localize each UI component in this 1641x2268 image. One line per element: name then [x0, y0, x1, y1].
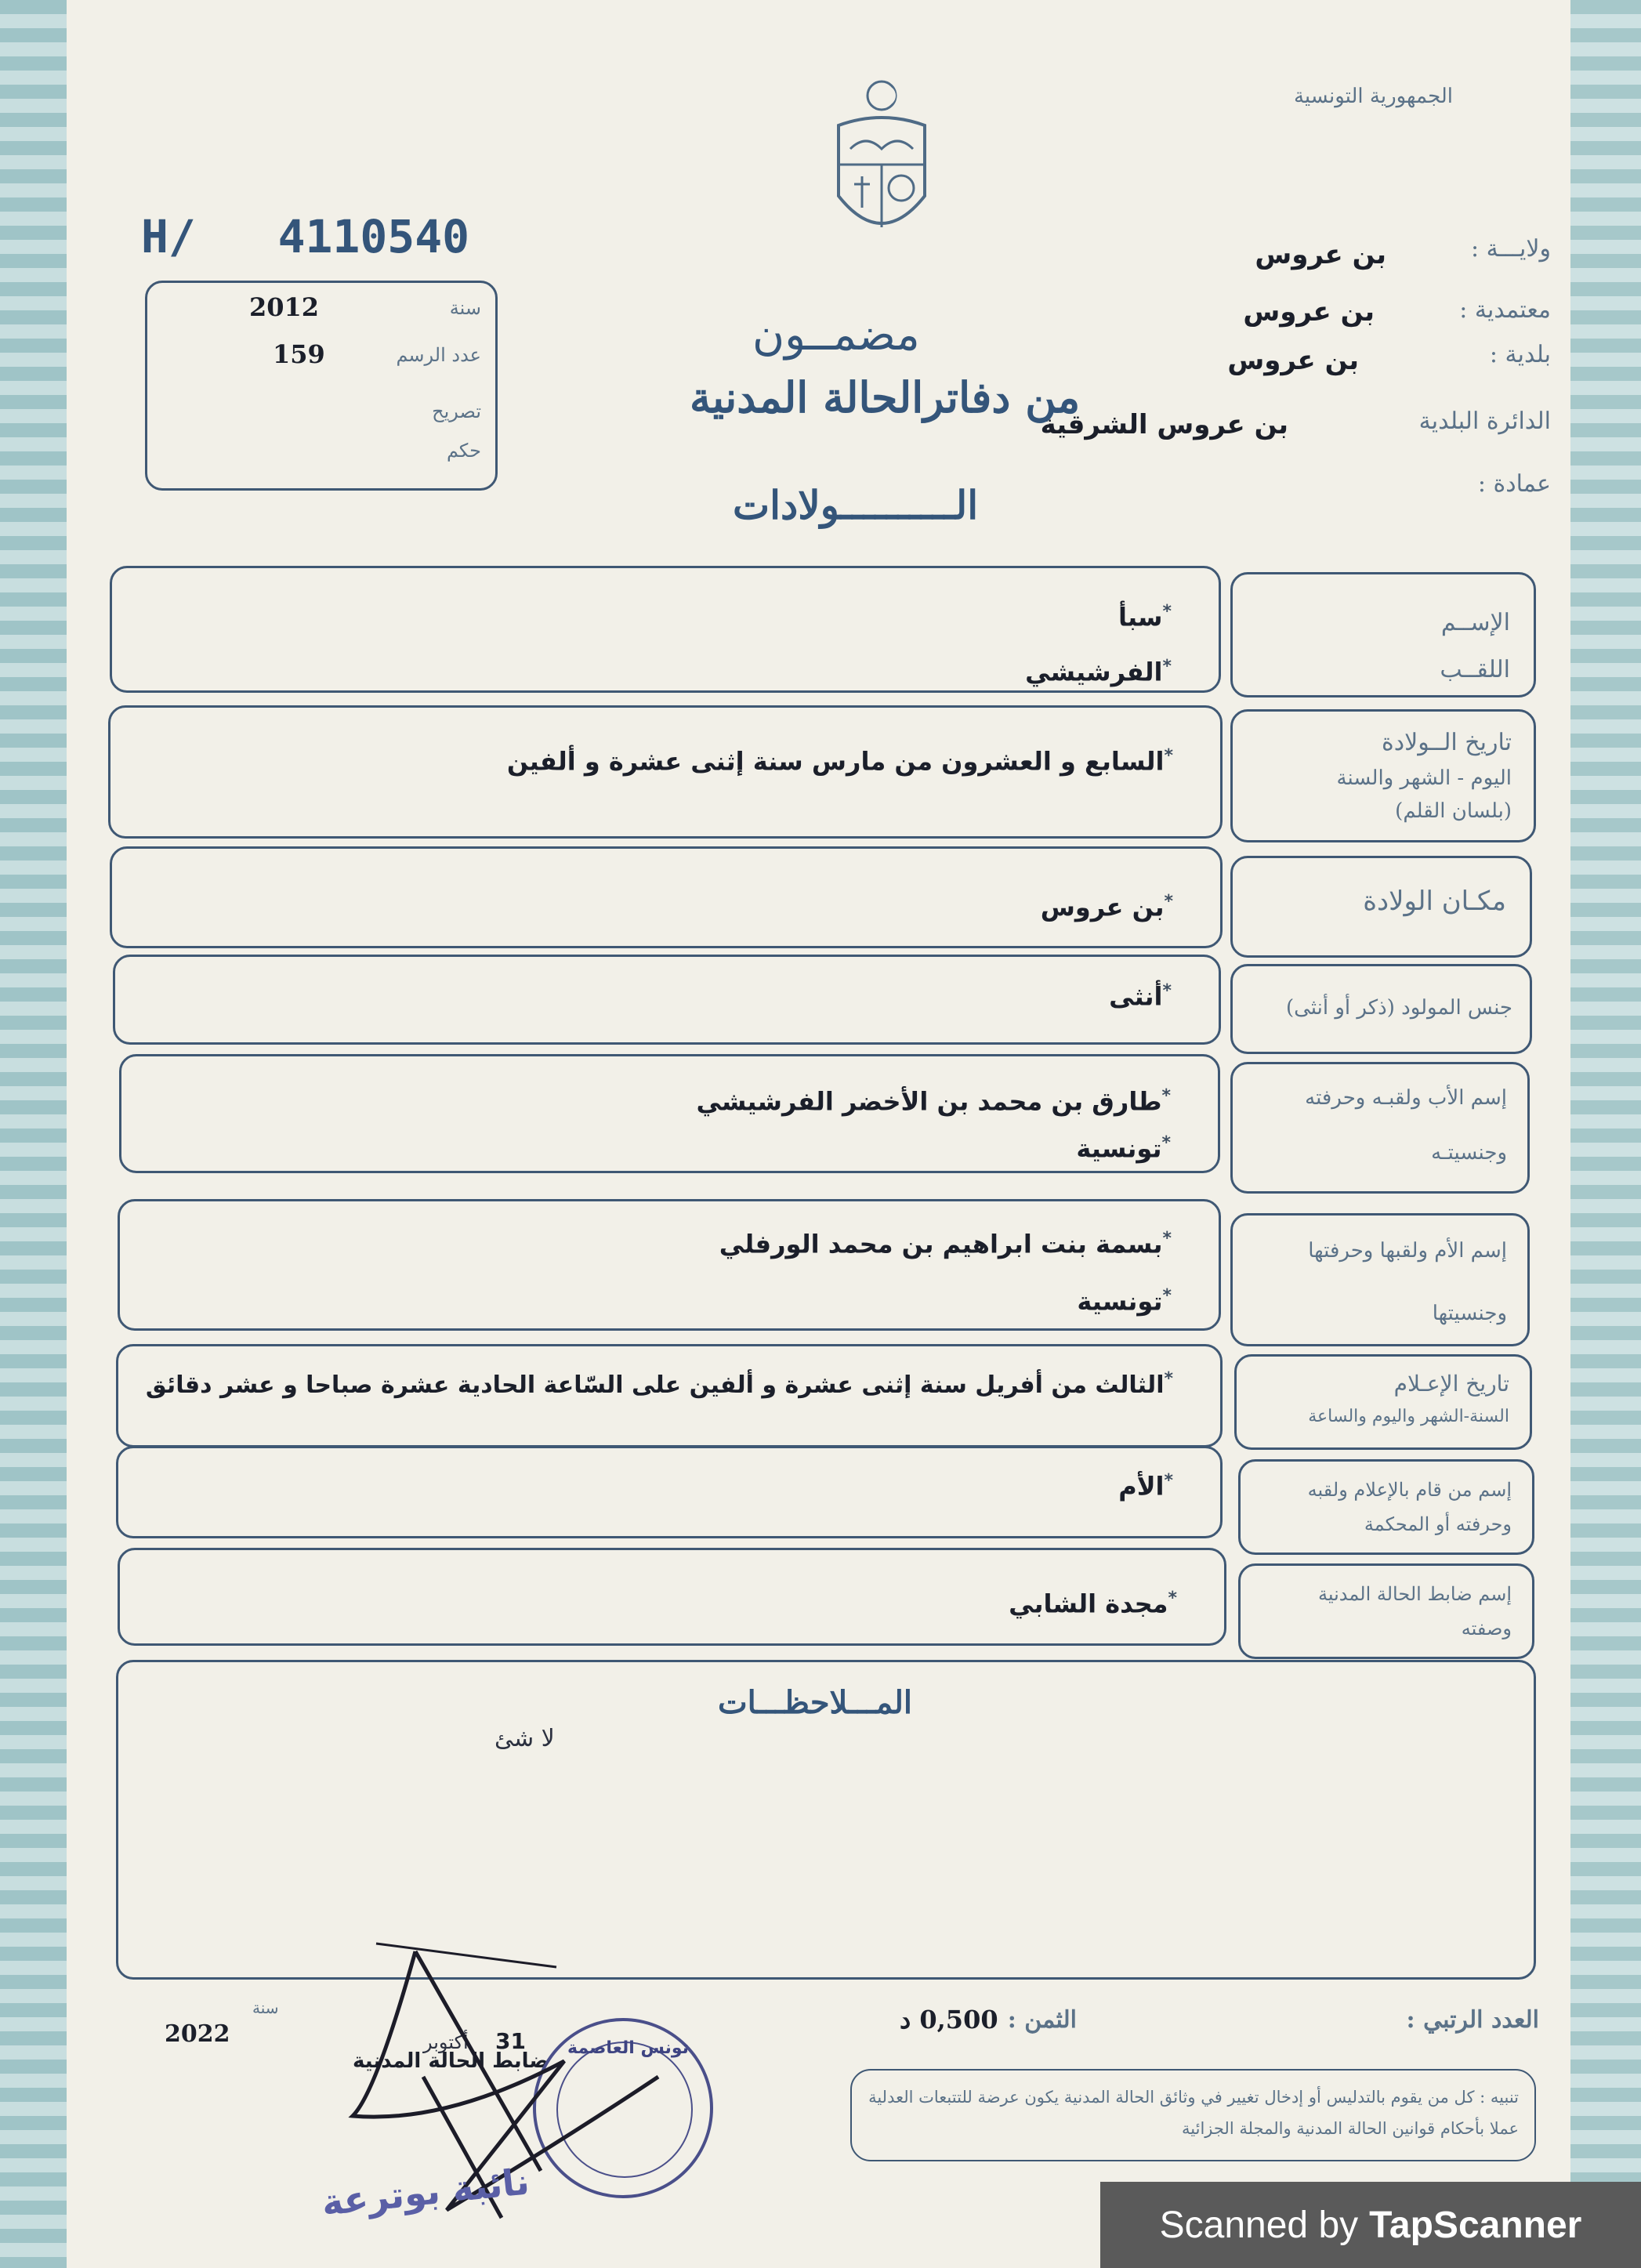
- declaration-label: تصريح: [432, 400, 481, 422]
- footer-serial-label: العدد الرتبي :: [1406, 2006, 1539, 2034]
- birth-place-label: مكـان الولادة: [1363, 886, 1506, 917]
- left-decorative-edge: [0, 0, 74, 2268]
- remarks-title: المـــلاحظـــات: [718, 1684, 912, 1721]
- record-info-box: [145, 281, 498, 491]
- birth-place-value-box: [110, 846, 1223, 948]
- birth-place-value: *بن عروس: [1040, 892, 1173, 922]
- year-label: سنة: [449, 297, 481, 319]
- motamadia-label: معتمدية :: [1459, 296, 1551, 324]
- wilaya-value: بن عروس: [1255, 239, 1386, 270]
- birth-date-label: تاريخ الــولادة: [1382, 729, 1512, 756]
- number-value: 159: [273, 339, 325, 369]
- scanner-watermark: [1100, 2182, 1641, 2268]
- officer-label: إسم ضابط الحالة المدنية: [1318, 1583, 1512, 1605]
- remarks-value: لا شئ: [494, 1725, 555, 1752]
- document-title-line1: مضمــون: [752, 310, 920, 360]
- surname-label: اللقــب: [1440, 656, 1510, 683]
- officer-sub-label: وصفته: [1461, 1618, 1512, 1639]
- officer-value-box: [118, 1548, 1226, 1646]
- scanner-brand: TapScanner: [1369, 2204, 1582, 2246]
- notice-text: تنبيه : كل من يقوم بالتدليس أو إدخال تغيير في وثائق الحالة المدنية يكون عرضة للتتبعات العدلية عملا بأحكام قوانين الحالة المدنية والمجلة الجزائية: [868, 2088, 1519, 2138]
- mother-name-value: *بسمة بنت ابراهيم بن محمد الورفلي: [719, 1229, 1172, 1259]
- officer-label-box: [1238, 1563, 1534, 1659]
- declarant-value-box: [116, 1446, 1223, 1538]
- declarant-label: إسم من قام بالإعلام ولقبه: [1307, 1479, 1512, 1501]
- mother-label: إسم الأم ولقبها وحرفتها: [1308, 1239, 1507, 1263]
- republic-heading: الجمهورية التونسية: [1293, 85, 1453, 108]
- birth-date-value-box: [108, 705, 1223, 839]
- birth-date-label-box: [1230, 709, 1536, 842]
- birth-place-label-box: [1230, 856, 1532, 958]
- daira-value: بن عروس الشرقية: [1040, 409, 1288, 440]
- document-title-line2: من دفاترالحالة المدنية: [690, 372, 1081, 422]
- daira-label: الدائرة البلدية: [1418, 408, 1551, 435]
- declaration-date-value: *الثالث من أفريل سنة إثنى عشرة و ألفين على السّاعة الحادية عشرة صباحا و عشر دقائق: [145, 1369, 1173, 1399]
- price-label: الثمن :: [1007, 2006, 1077, 2034]
- baladia-value: بن عروس: [1227, 345, 1359, 376]
- declarant-value: *الأم: [1118, 1471, 1173, 1502]
- omada-label: عمادة :: [1477, 470, 1551, 498]
- signature-stamp: نائبة بوترعة: [319, 2160, 531, 2224]
- serial-number: H/ 4110540: [141, 210, 470, 263]
- stamp-text: تونس العاصمة: [567, 2038, 689, 2058]
- footer-date-day: 31: [495, 2028, 526, 2054]
- father-nationality-value: *تونسية: [1076, 1133, 1171, 1164]
- remarks-box: [116, 1660, 1536, 1980]
- declarant-sub-label: وحرفته أو المحكمة: [1364, 1513, 1512, 1535]
- father-label: إسم الأب ولقبـه وحرفته: [1305, 1086, 1507, 1110]
- birth-date-sub-label: اليوم - الشهر والسنة: [1336, 766, 1512, 790]
- footer-year-label: سنة: [252, 1998, 279, 2017]
- tunisia-emblem-icon: [823, 78, 940, 255]
- birth-date-note-label: (بلسان القلم): [1395, 799, 1512, 823]
- right-decorative-edge: [1570, 0, 1641, 2268]
- motamadia-value: بن عروس: [1243, 296, 1375, 328]
- father-value-box: [119, 1054, 1220, 1173]
- declarant-label-box: [1238, 1459, 1534, 1555]
- first-name-label: الإســم: [1440, 609, 1510, 636]
- sex-label: جنس المولود (ذكر أو أنثى): [1285, 996, 1512, 1020]
- surname-value: *الفرشيشي: [1025, 657, 1172, 687]
- mother-value-box: [118, 1199, 1221, 1331]
- baladia-label: بلدية :: [1489, 341, 1551, 368]
- name-label-box: [1230, 572, 1536, 697]
- footer-year-value: 2022: [165, 2020, 230, 2048]
- father-nationality-label: وجنسيتـه: [1431, 1141, 1507, 1165]
- year-value: 2012: [249, 292, 320, 322]
- declaration-date-label-box: [1234, 1354, 1532, 1450]
- mother-label-box: [1230, 1213, 1530, 1346]
- scanner-prefix: Scanned by: [1159, 2204, 1359, 2246]
- section-title: الــــــــــولادات: [733, 482, 979, 528]
- birth-date-value: *السابع و العشرون من مارس سنة إثنى عشرة و ألفين: [506, 746, 1173, 777]
- declaration-date-value-box: [116, 1344, 1223, 1447]
- declaration-date-sub-label: السنة-الشهر واليوم والساعة: [1308, 1407, 1509, 1426]
- officer-value: *مجدة الشابي: [1009, 1589, 1177, 1619]
- mother-nationality-label: وجنسيتها: [1432, 1302, 1507, 1325]
- declaration-date-label: تاريخ الإعـلام: [1393, 1371, 1509, 1397]
- price-value: 0,500 د: [900, 2005, 998, 2034]
- name-value-box: [110, 566, 1221, 693]
- notice-box: [850, 2069, 1536, 2161]
- sex-value-box: [113, 955, 1221, 1045]
- footer-date-month: أكتوبر: [423, 2031, 469, 2053]
- father-name-value: *طارق بن محمد بن الأخضر الفرشيشي: [696, 1086, 1171, 1117]
- sex-value: *أنثى: [1109, 981, 1172, 1012]
- wilaya-label: ولايـــة :: [1470, 235, 1551, 263]
- officer-signature-label: ضابط الحالة المدنية: [353, 2049, 549, 2073]
- first-name-value: *سبأ: [1118, 602, 1172, 632]
- sex-label-box: [1230, 964, 1532, 1054]
- number-label: عدد الرسم: [396, 344, 481, 366]
- father-label-box: [1230, 1062, 1530, 1194]
- mother-nationality-value: *تونسية: [1077, 1286, 1172, 1317]
- judgment-label: حكم: [446, 440, 481, 462]
